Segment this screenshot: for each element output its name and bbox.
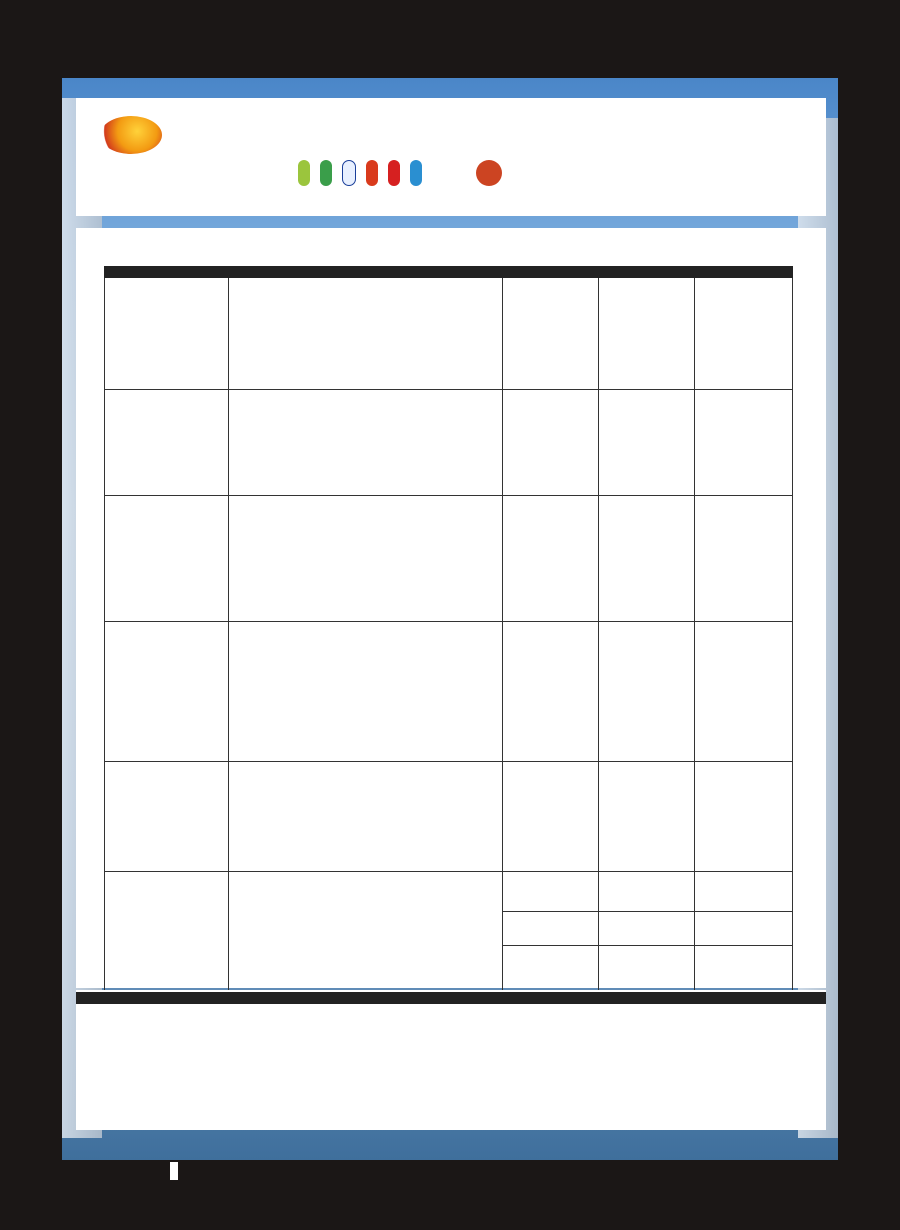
header-peer-price [599,267,695,278]
tour-plan-table [104,266,793,1024]
tour-route-cell [105,496,229,622]
tour-row [105,278,793,390]
retail-price-cell [695,278,793,390]
partner-logo-cts [388,160,400,186]
tour-row [105,390,793,496]
tour-row [105,762,793,872]
retail-price-cell [695,872,793,912]
contacts-header [146,992,212,1004]
tour-features-cell [229,278,503,390]
contacts-header-row [76,992,826,1004]
partner-logo-cits [512,160,524,186]
plan-header-row [105,267,793,278]
contacts-header [518,992,584,1004]
partner-logo-9 [476,160,502,186]
peer-price-cell [599,390,695,496]
partner-logo-dream [432,160,444,186]
tour-dates-cell [503,390,599,496]
contacts-table [76,992,826,1004]
peer-price-cell [599,496,695,622]
tour-route-cell [105,390,229,496]
tour-dates-cell [503,872,599,912]
partner-logo-1 [298,160,310,186]
tour-features-cell [229,390,503,496]
tour-dates-cell [503,278,599,390]
tour-dates-cell [503,496,599,622]
tour-row [105,872,793,912]
tour-route-cell [105,762,229,872]
retail-price-cell [695,622,793,762]
contacts-header [584,992,700,1004]
hotline-bar [180,192,228,208]
tour-features-cell [229,762,503,872]
contacts-header [412,992,518,1004]
tour-dates-cell [503,622,599,762]
header-banner [76,98,826,216]
tour-features-cell [229,496,503,622]
tour-dates-cell [503,912,599,946]
partner-logo-pits [410,160,422,186]
contacts-header [212,992,298,1004]
retail-price-cell [695,762,793,872]
footer-edition [170,1162,178,1180]
top-strip [0,0,900,80]
header-dates [503,267,599,278]
partner-logo-3 [342,160,356,186]
tour-row [105,496,793,622]
tour-row [105,622,793,762]
partner-logo-4 [366,160,378,186]
contacts-header [700,992,826,1004]
header-features [229,267,503,278]
logo-swirl-icon [100,116,162,154]
company-logo [86,110,172,190]
tour-route-cell [105,278,229,390]
tour-route-cell [105,622,229,762]
header-route [105,267,229,278]
header-retail-price [695,267,793,278]
partner-logo-eits [454,160,466,186]
tour-plan-section [76,228,826,988]
peer-price-cell [599,278,695,390]
footer [0,1162,900,1230]
peer-price-cell [599,872,695,912]
retail-price-cell [695,496,793,622]
contacts-header [298,992,412,1004]
contacts-header [76,992,146,1004]
tour-features-cell [229,622,503,762]
contacts-section [76,990,826,1130]
tour-dates-cell [503,762,599,872]
peer-price-cell [599,762,695,872]
peer-price-cell [599,912,695,946]
retail-price-cell [695,912,793,946]
partner-logo-2 [320,160,332,186]
partner-logos [298,158,818,188]
peer-price-cell [599,622,695,762]
retail-price-cell [695,390,793,496]
